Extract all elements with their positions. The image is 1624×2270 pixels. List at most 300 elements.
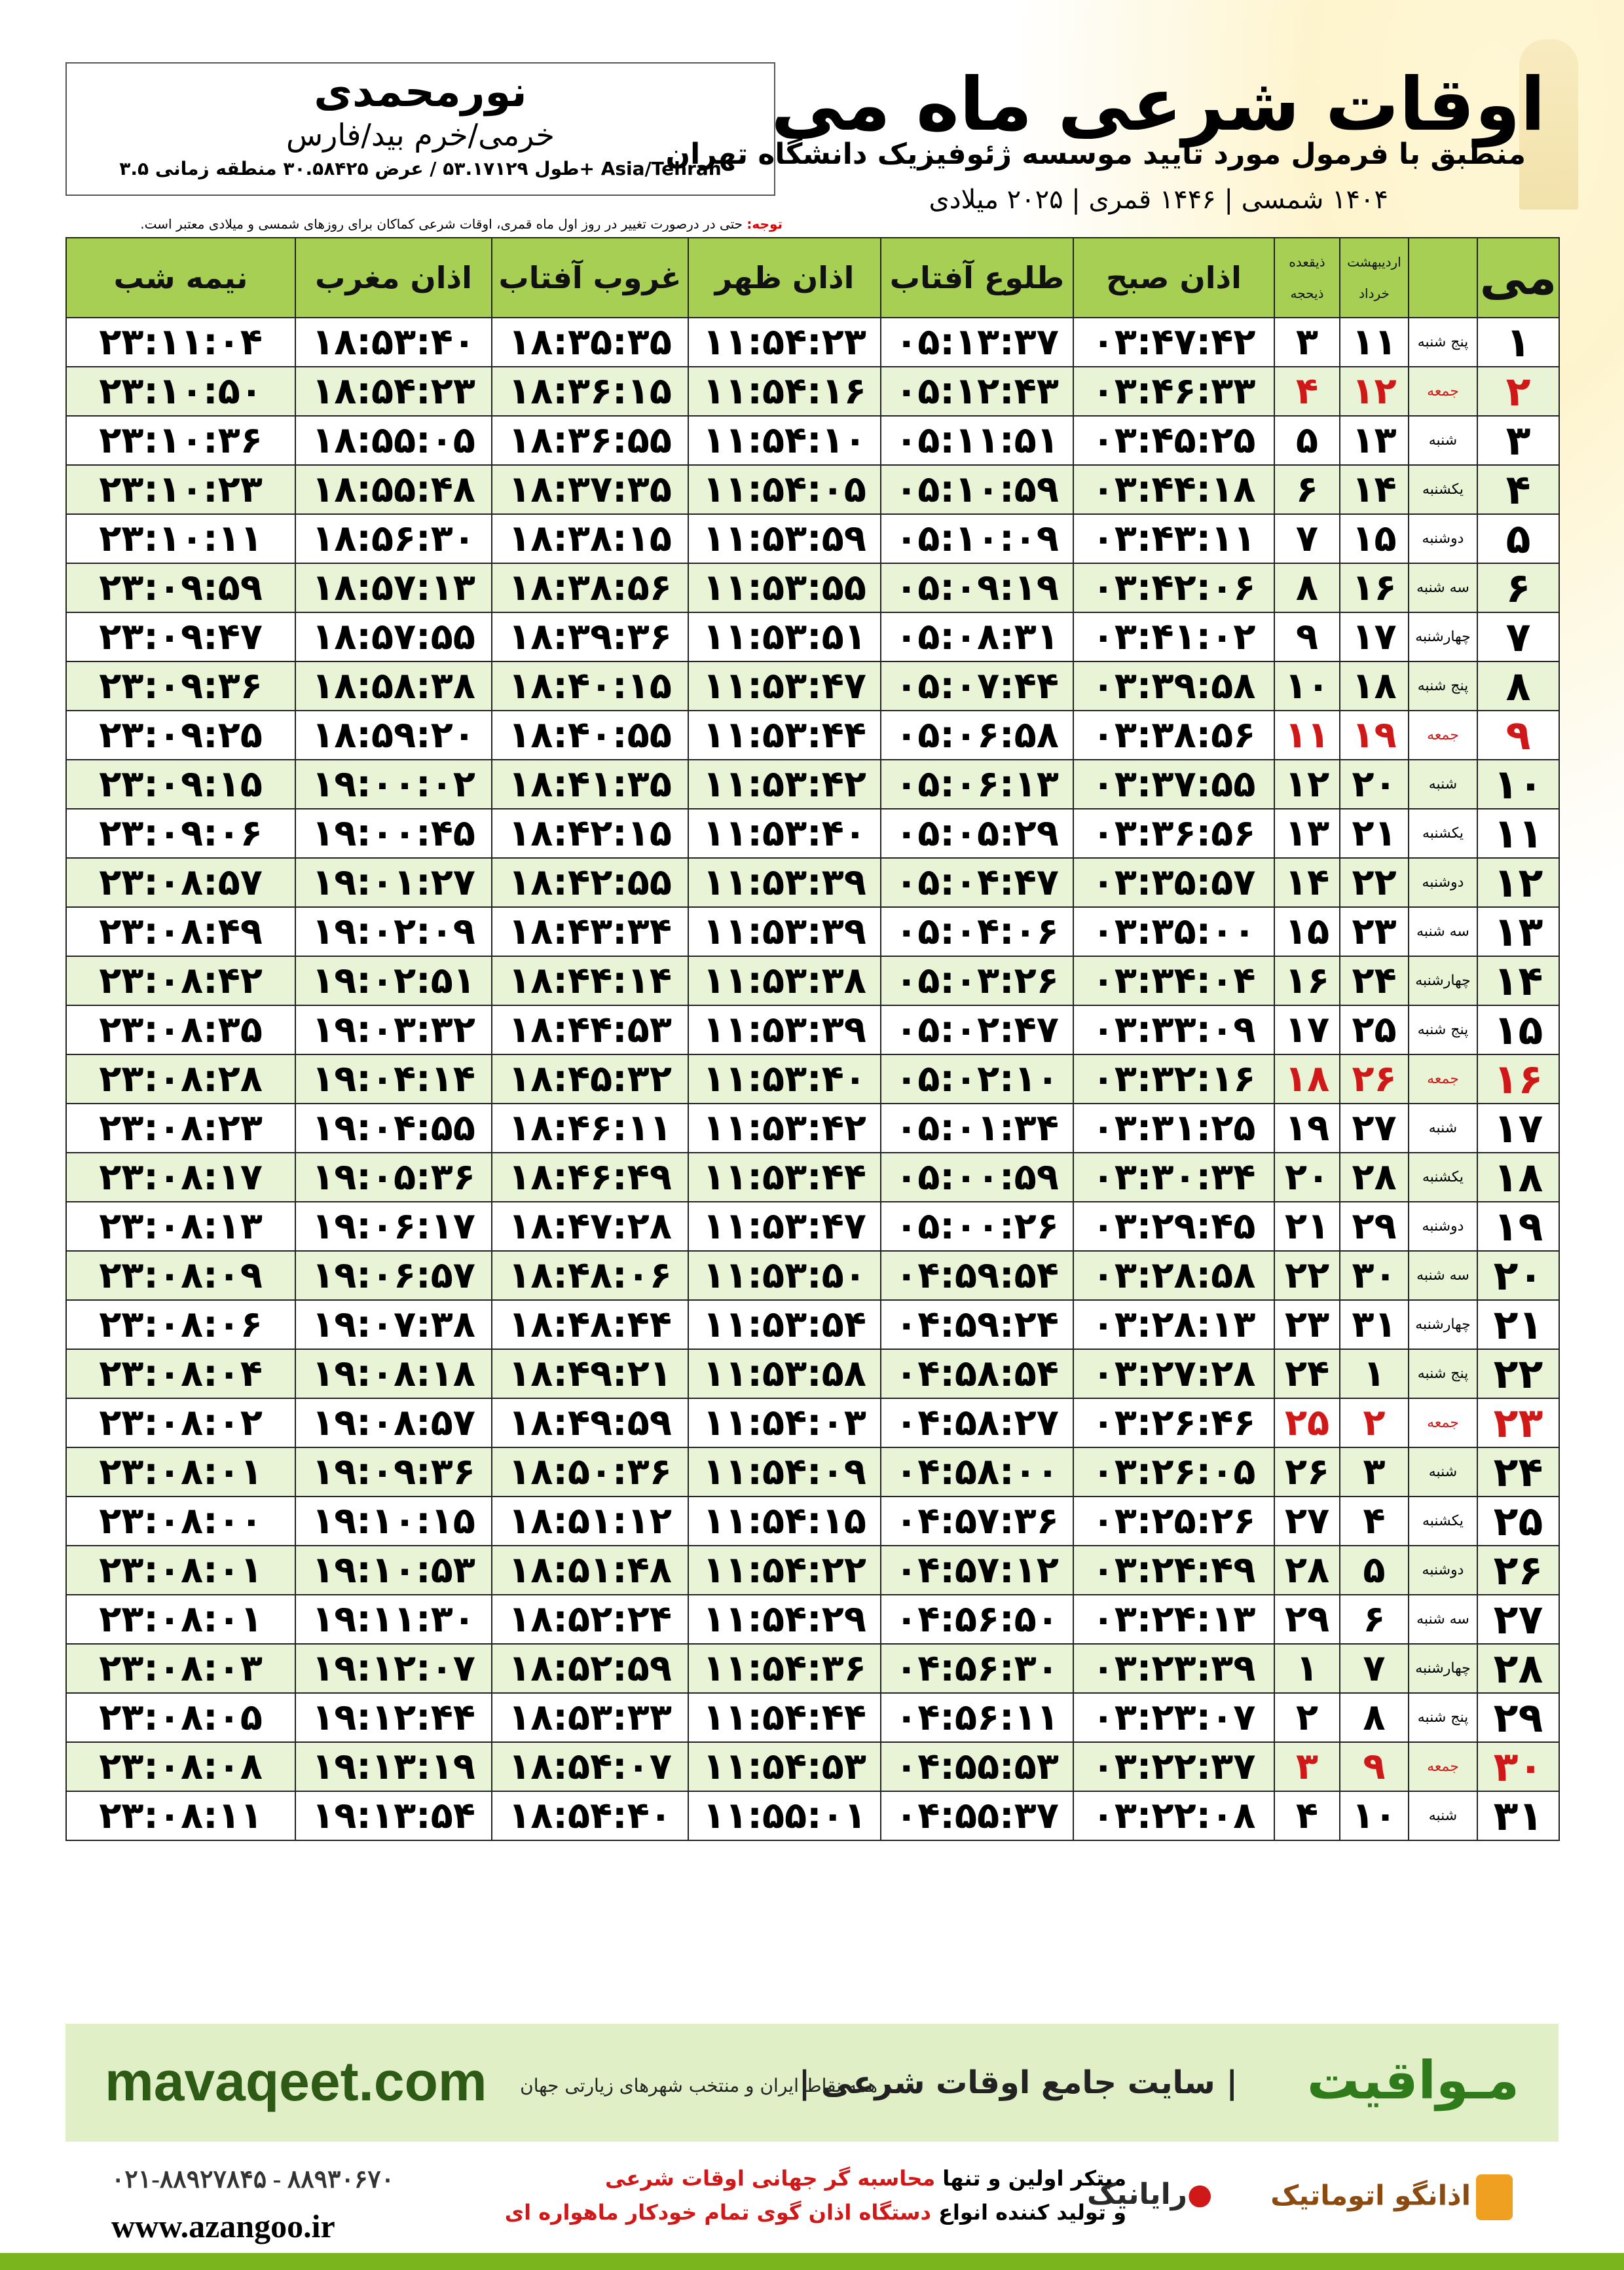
day-number: ۲۳ — [1477, 1398, 1559, 1447]
day-number: ۱۸ — [1477, 1153, 1559, 1202]
sunrise-time: ۰۵:۱۰:۵۹ — [881, 465, 1073, 514]
fajr-time: ۰۳:۲۴:۱۳ — [1073, 1595, 1274, 1644]
fajr-time: ۰۳:۳۱:۲۵ — [1073, 1104, 1274, 1153]
hijri-day: ۲۱ — [1274, 1202, 1340, 1251]
shamsi-day: ۲۸ — [1340, 1153, 1409, 1202]
midnight-time: ۲۳:۰۸:۰۱ — [66, 1546, 295, 1595]
sunset-time: ۱۸:۵۱:۱۲ — [492, 1497, 688, 1546]
fajr-time: ۰۳:۳۸:۵۶ — [1073, 711, 1274, 760]
day-number: ۳ — [1477, 416, 1559, 465]
weekday-name: یکشنبه — [1409, 809, 1477, 858]
fajr-time: ۰۳:۲۲:۳۷ — [1073, 1742, 1274, 1791]
day-number: ۲۰ — [1477, 1251, 1559, 1300]
weekday-name: شنبه — [1409, 416, 1477, 465]
fajr-time: ۰۳:۲۸:۱۳ — [1073, 1300, 1274, 1349]
hijri-day: ۲۸ — [1274, 1546, 1340, 1595]
note — [62, 216, 783, 232]
dhuhr-time: ۱۱:۵۴:۲۲ — [688, 1546, 881, 1595]
sunrise-time: ۰۴:۵۶:۱۱ — [881, 1693, 1073, 1742]
maghrib-time: ۱۹:۰۶:۵۷ — [295, 1251, 492, 1300]
day-number: ۱۵ — [1477, 1005, 1559, 1054]
mavaqeet-banner — [65, 2024, 1559, 2142]
shamsi-day: ۱۴ — [1340, 465, 1409, 514]
fajr-time: ۰۳:۳۵:۰۰ — [1073, 907, 1274, 956]
midnight-time: ۲۳:۰۸:۰۹ — [66, 1251, 295, 1300]
sunrise-time: ۰۵:۱۳:۳۷ — [881, 318, 1073, 367]
weekday-name: چهارشنبه — [1409, 612, 1477, 661]
fajr-time: ۰۳:۲۵:۲۶ — [1073, 1497, 1274, 1546]
midnight-time: ۲۳:۰۸:۱۱ — [66, 1791, 295, 1840]
table-row — [66, 1398, 1559, 1447]
sunset-time: ۱۸:۴۲:۱۵ — [492, 809, 688, 858]
coordinates: طول ۵۳.۱۷۱۲۹ / عرض ۳۰.۵۸۴۲۵ منطقه زمانی ۳.۵+ Asia/Tehran — [119, 158, 722, 179]
sunrise-time: ۰۵:۰۱:۳۴ — [881, 1104, 1073, 1153]
shamsi-day: ۲ — [1340, 1398, 1409, 1447]
footer-line-2-a: و تولید کننده انواع — [931, 2200, 1126, 2225]
sunrise-time: ۰۴:۵۵:۵۳ — [881, 1742, 1073, 1791]
day-number: ۱۱ — [1477, 809, 1559, 858]
sunset-time: ۱۸:۴۴:۱۴ — [492, 956, 688, 1005]
weekday-name: پنج شنبه — [1409, 661, 1477, 711]
table-row — [66, 465, 1559, 514]
bottom-green-bar — [0, 2253, 1624, 2270]
header-weekday — [1409, 238, 1477, 318]
weekday-name: شنبه — [1409, 1791, 1477, 1840]
maghrib-time: ۱۹:۰۷:۳۸ — [295, 1300, 492, 1349]
header-fajr: اذان صبح — [1073, 238, 1274, 318]
table-row — [66, 1153, 1559, 1202]
dhuhr-time: ۱۱:۵۵:۰۱ — [688, 1791, 881, 1840]
sunrise-time: ۰۴:۵۷:۳۶ — [881, 1497, 1073, 1546]
dhuhr-time: ۱۱:۵۳:۵۸ — [688, 1349, 881, 1398]
sunset-time: ۱۸:۴۵:۳۲ — [492, 1054, 688, 1104]
sunset-time: ۱۸:۵۴:۴۰ — [492, 1791, 688, 1840]
midnight-time: ۲۳:۱۰:۱۱ — [66, 514, 295, 563]
fajr-time: ۰۳:۲۳:۳۹ — [1073, 1644, 1274, 1693]
hijri-day: ۲۷ — [1274, 1497, 1340, 1546]
maghrib-time: ۱۹:۰۶:۱۷ — [295, 1202, 492, 1251]
hijri-day: ۱۶ — [1274, 956, 1340, 1005]
midnight-time: ۲۳:۰۹:۱۵ — [66, 760, 295, 809]
dhuhr-time: ۱۱:۵۴:۱۶ — [688, 367, 881, 416]
site-url[interactable]: mavaqeet.com — [105, 2051, 487, 2112]
day-number: ۳۰ — [1477, 1742, 1559, 1791]
table-row — [66, 1546, 1559, 1595]
hijri-day: ۱۰ — [1274, 661, 1340, 711]
shamsi-day: ۲۰ — [1340, 760, 1409, 809]
table-row — [66, 1349, 1559, 1398]
shamsi-day: ۱۶ — [1340, 563, 1409, 612]
weekday-name: یکشنبه — [1409, 465, 1477, 514]
sunset-time: ۱۸:۵۰:۳۶ — [492, 1447, 688, 1497]
day-number: ۲۴ — [1477, 1447, 1559, 1497]
midnight-time: ۲۳:۰۸:۴۹ — [66, 907, 295, 956]
dhuhr-time: ۱۱:۵۳:۴۴ — [688, 1153, 881, 1202]
weekday-name: شنبه — [1409, 1447, 1477, 1497]
dhuhr-time: ۱۱:۵۳:۴۴ — [688, 711, 881, 760]
azangoo-mark-icon — [1476, 2174, 1513, 2220]
day-number: ۳۱ — [1477, 1791, 1559, 1840]
sunrise-time: ۰۴:۵۸:۲۷ — [881, 1398, 1073, 1447]
maghrib-time: ۱۹:۱۱:۳۰ — [295, 1595, 492, 1644]
dhuhr-time: ۱۱:۵۳:۵۹ — [688, 514, 881, 563]
dhuhr-time: ۱۱:۵۴:۰۳ — [688, 1398, 881, 1447]
day-number: ۲ — [1477, 367, 1559, 416]
maghrib-time: ۱۹:۰۰:۴۵ — [295, 809, 492, 858]
day-number: ۵ — [1477, 514, 1559, 563]
dhuhr-time: ۱۱:۵۳:۴۲ — [688, 760, 881, 809]
table-row — [66, 1005, 1559, 1054]
shamsi-day: ۲۲ — [1340, 858, 1409, 907]
note-label: توجه: — [747, 216, 783, 232]
day-number: ۷ — [1477, 612, 1559, 661]
sunrise-time: ۰۵:۱۱:۵۱ — [881, 416, 1073, 465]
dhuhr-time: ۱۱:۵۴:۲۳ — [688, 318, 881, 367]
footer-line-1-a: مبتکر اولین و تنها — [935, 2166, 1126, 2191]
day-number: ۲۵ — [1477, 1497, 1559, 1546]
shamsi-day: ۲۱ — [1340, 809, 1409, 858]
sunset-time: ۱۸:۳۶:۱۵ — [492, 367, 688, 416]
dhuhr-time: ۱۱:۵۳:۵۴ — [688, 1300, 881, 1349]
sunset-time: ۱۸:۴۲:۵۵ — [492, 858, 688, 907]
fajr-time: ۰۳:۲۹:۴۵ — [1073, 1202, 1274, 1251]
dhuhr-time: ۱۱:۵۳:۳۹ — [688, 1005, 881, 1054]
hijri-day: ۲۴ — [1274, 1349, 1340, 1398]
day-number: ۱۰ — [1477, 760, 1559, 809]
sunrise-time: ۰۴:۵۸:۵۴ — [881, 1349, 1073, 1398]
hijri-day: ۱ — [1274, 1644, 1340, 1693]
day-number: ۱ — [1477, 318, 1559, 367]
hijri-day: ۱۵ — [1274, 907, 1340, 956]
maghrib-time: ۱۹:۰۴:۵۵ — [295, 1104, 492, 1153]
page-subtitle: منطبق با فرمول مورد تایید موسسه ژئوفیزیک دانشگاه تهران — [665, 138, 1526, 171]
weekday-name: پنج شنبه — [1409, 1693, 1477, 1742]
header-maghrib: اذان مغرب — [295, 238, 492, 318]
maghrib-time: ۱۸:۵۵:۴۸ — [295, 465, 492, 514]
midnight-time: ۲۳:۰۸:۰۱ — [66, 1595, 295, 1644]
fajr-time: ۰۳:۴۴:۱۸ — [1073, 465, 1274, 514]
midnight-time: ۲۳:۰۸:۰۶ — [66, 1300, 295, 1349]
day-number: ۲۷ — [1477, 1595, 1559, 1644]
sunrise-time: ۰۵:۱۰:۰۹ — [881, 514, 1073, 563]
midnight-time: ۲۳:۰۸:۲۸ — [66, 1054, 295, 1104]
sunset-time: ۱۸:۴۱:۳۵ — [492, 760, 688, 809]
location-box — [65, 62, 775, 196]
sunset-time: ۱۸:۴۰:۵۵ — [492, 711, 688, 760]
maghrib-time: ۱۹:۱۳:۱۹ — [295, 1742, 492, 1791]
fajr-time: ۰۳:۳۷:۵۵ — [1073, 760, 1274, 809]
weekday-name: یکشنبه — [1409, 1497, 1477, 1546]
sunset-time: ۱۸:۳۸:۵۶ — [492, 563, 688, 612]
weekday-name: جمعه — [1409, 1054, 1477, 1104]
table-row — [66, 1300, 1559, 1349]
sunrise-time: ۰۴:۵۹:۲۴ — [881, 1300, 1073, 1349]
sunset-time: ۱۸:۴۶:۱۱ — [492, 1104, 688, 1153]
dhuhr-time: ۱۱:۵۴:۱۵ — [688, 1497, 881, 1546]
sunset-time: ۱۸:۳۵:۳۵ — [492, 318, 688, 367]
shamsi-day: ۱۰ — [1340, 1791, 1409, 1840]
footer-line-1-red: محاسبه گر جهانی اوقات شرعی — [605, 2166, 936, 2191]
dhuhr-time: ۱۱:۵۴:۱۰ — [688, 416, 881, 465]
maghrib-time: ۱۸:۵۵:۰۵ — [295, 416, 492, 465]
header-hijri — [1274, 238, 1340, 318]
midnight-time: ۲۳:۰۸:۱۳ — [66, 1202, 295, 1251]
sunset-time: ۱۸:۳۷:۳۵ — [492, 465, 688, 514]
header-sunset: غروب آفتاب — [492, 238, 688, 318]
brand-logo-text: مـواقیت — [1306, 2050, 1519, 2111]
midnight-time: ۲۳:۰۸:۰۳ — [66, 1644, 295, 1693]
sunset-time: ۱۸:۵۲:۵۹ — [492, 1644, 688, 1693]
table-row — [66, 1447, 1559, 1497]
midnight-time: ۲۳:۰۸:۰۰ — [66, 1497, 295, 1546]
weekday-name: شنبه — [1409, 1104, 1477, 1153]
weekday-name: چهارشنبه — [1409, 1300, 1477, 1349]
dhuhr-time: ۱۱:۵۳:۳۹ — [688, 907, 881, 956]
table-row — [66, 1644, 1559, 1693]
weekday-name: دوشنبه — [1409, 1202, 1477, 1251]
midnight-time: ۲۳:۰۹:۴۷ — [66, 612, 295, 661]
hijri-day: ۱۱ — [1274, 711, 1340, 760]
maghrib-time: ۱۹:۰۱:۲۷ — [295, 858, 492, 907]
table-row — [66, 1693, 1559, 1742]
sunrise-time: ۰۵:۱۲:۴۳ — [881, 367, 1073, 416]
midnight-time: ۲۳:۱۰:۲۳ — [66, 465, 295, 514]
table-row — [66, 809, 1559, 858]
shamsi-day: ۸ — [1340, 1693, 1409, 1742]
day-number: ۶ — [1477, 563, 1559, 612]
day-number: ۲۶ — [1477, 1546, 1559, 1595]
weekday-name: جمعه — [1409, 1398, 1477, 1447]
sunset-time: ۱۸:۵۱:۴۸ — [492, 1546, 688, 1595]
footer-text — [471, 2161, 1126, 2229]
shamsi-day: ۳ — [1340, 1447, 1409, 1497]
table-row — [66, 760, 1559, 809]
hijri-day: ۳ — [1274, 1742, 1340, 1791]
dhuhr-time: ۱۱:۵۳:۴۲ — [688, 1104, 881, 1153]
dhuhr-time: ۱۱:۵۳:۴۰ — [688, 809, 881, 858]
header-shamsi-1: اردیبهشت — [1347, 254, 1401, 270]
sunrise-time: ۰۵:۰۲:۱۰ — [881, 1054, 1073, 1104]
sunrise-time: ۰۵:۰۲:۴۷ — [881, 1005, 1073, 1054]
hijri-day: ۲۵ — [1274, 1398, 1340, 1447]
shamsi-day: ۱۸ — [1340, 661, 1409, 711]
table-row — [66, 1497, 1559, 1546]
hijri-day: ۴ — [1274, 1791, 1340, 1840]
maghrib-time: ۱۹:۰۳:۳۲ — [295, 1005, 492, 1054]
fajr-time: ۰۳:۲۸:۵۸ — [1073, 1251, 1274, 1300]
fajr-time: ۰۳:۲۶:۴۶ — [1073, 1398, 1274, 1447]
sunset-time: ۱۸:۴۴:۵۳ — [492, 1005, 688, 1054]
fajr-time: ۰۳:۲۷:۲۸ — [1073, 1349, 1274, 1398]
table-row — [66, 318, 1559, 367]
weekday-name: چهارشنبه — [1409, 1644, 1477, 1693]
hijri-day: ۳ — [1274, 318, 1340, 367]
table-row — [66, 1742, 1559, 1791]
weekday-name: پنج شنبه — [1409, 1349, 1477, 1398]
hijri-day: ۱۹ — [1274, 1104, 1340, 1153]
fajr-time: ۰۳:۳۲:۱۶ — [1073, 1054, 1274, 1104]
weekday-name: سه شنبه — [1409, 1251, 1477, 1300]
hijri-day: ۴ — [1274, 367, 1340, 416]
shamsi-day: ۱۹ — [1340, 711, 1409, 760]
shamsi-day: ۶ — [1340, 1595, 1409, 1644]
azangoo-logo-text: اذانگو اتوماتیک — [1270, 2179, 1471, 2212]
fajr-time: ۰۳:۳۹:۵۸ — [1073, 661, 1274, 711]
hijri-day: ۱۸ — [1274, 1054, 1340, 1104]
day-number: ۱۲ — [1477, 858, 1559, 907]
shamsi-day: ۱۵ — [1340, 514, 1409, 563]
maghrib-time: ۱۸:۵۴:۲۳ — [295, 367, 492, 416]
hijri-day: ۲ — [1274, 1693, 1340, 1742]
weekday-name: جمعه — [1409, 711, 1477, 760]
weekday-name: سه شنبه — [1409, 907, 1477, 956]
maghrib-time: ۱۸:۵۷:۱۳ — [295, 563, 492, 612]
region-name: خرمی/خرم بید/فارس — [286, 117, 555, 153]
table-row — [66, 1595, 1559, 1644]
midnight-time: ۲۳:۰۸:۰۲ — [66, 1398, 295, 1447]
sunrise-time: ۰۵:۰۹:۱۹ — [881, 563, 1073, 612]
shamsi-day: ۲۷ — [1340, 1104, 1409, 1153]
shamsi-day: ۱۱ — [1340, 318, 1409, 367]
shamsi-day: ۱ — [1340, 1349, 1409, 1398]
maghrib-time: ۱۹:۱۲:۰۷ — [295, 1644, 492, 1693]
header-shamsi — [1340, 238, 1409, 318]
midnight-time: ۲۳:۰۹:۳۶ — [66, 661, 295, 711]
hijri-day: ۲۳ — [1274, 1300, 1340, 1349]
midnight-time: ۲۳:۰۸:۴۲ — [66, 956, 295, 1005]
day-number: ۱۴ — [1477, 956, 1559, 1005]
fajr-time: ۰۳:۴۱:۰۲ — [1073, 612, 1274, 661]
header-hijri-2: ذیحجه — [1290, 286, 1324, 301]
sunset-time: ۱۸:۴۳:۳۴ — [492, 907, 688, 956]
weekday-name: شنبه — [1409, 760, 1477, 809]
sunrise-time: ۰۵:۰۰:۵۹ — [881, 1153, 1073, 1202]
day-number: ۹ — [1477, 711, 1559, 760]
fajr-time: ۰۳:۳۰:۳۴ — [1073, 1153, 1274, 1202]
shamsi-day: ۲۹ — [1340, 1202, 1409, 1251]
sunset-time: ۱۸:۳۹:۳۶ — [492, 612, 688, 661]
hijri-day: ۷ — [1274, 514, 1340, 563]
midnight-time: ۲۳:۰۸:۰۸ — [66, 1742, 295, 1791]
rayanik-logo-text: رایانیک — [1087, 2178, 1187, 2211]
dhuhr-time: ۱۱:۵۴:۲۹ — [688, 1595, 881, 1644]
maghrib-time: ۱۹:۱۰:۵۳ — [295, 1546, 492, 1595]
sunrise-time: ۰۵:۰۳:۲۶ — [881, 956, 1073, 1005]
maghrib-time: ۱۸:۵۸:۳۸ — [295, 661, 492, 711]
midnight-time: ۲۳:۰۸:۳۵ — [66, 1005, 295, 1054]
shamsi-day: ۳۱ — [1340, 1300, 1409, 1349]
midnight-time: ۲۳:۰۸:۰۵ — [66, 1693, 295, 1742]
maghrib-time: ۱۹:۰۸:۱۸ — [295, 1349, 492, 1398]
day-number: ۱۹ — [1477, 1202, 1559, 1251]
shamsi-day: ۲۴ — [1340, 956, 1409, 1005]
shamsi-day: ۱۷ — [1340, 612, 1409, 661]
maghrib-time: ۱۸:۵۳:۴۰ — [295, 318, 492, 367]
dhuhr-time: ۱۱:۵۳:۳۸ — [688, 956, 881, 1005]
midnight-time: ۲۳:۰۹:۲۵ — [66, 711, 295, 760]
day-number: ۴ — [1477, 465, 1559, 514]
maghrib-time: ۱۹:۰۲:۰۹ — [295, 907, 492, 956]
sunset-time: ۱۸:۴۷:۲۸ — [492, 1202, 688, 1251]
sunrise-time: ۰۵:۰۵:۲۹ — [881, 809, 1073, 858]
page-title: اوقات شرعی ماه می — [771, 62, 1545, 147]
weekday-name: جمعه — [1409, 1742, 1477, 1791]
footer-line-2 — [471, 2195, 1126, 2229]
day-number: ۱۶ — [1477, 1054, 1559, 1104]
midnight-time: ۲۳:۱۰:۵۰ — [66, 367, 295, 416]
weekday-name: سه شنبه — [1409, 563, 1477, 612]
maghrib-time: ۱۸:۵۶:۳۰ — [295, 514, 492, 563]
sunrise-time: ۰۵:۰۶:۵۸ — [881, 711, 1073, 760]
sunset-time: ۱۸:۳۶:۵۵ — [492, 416, 688, 465]
hijri-day: ۱۷ — [1274, 1005, 1340, 1054]
shamsi-day: ۱۲ — [1340, 367, 1409, 416]
maghrib-time: ۱۹:۰۹:۳۶ — [295, 1447, 492, 1497]
azangoo-website[interactable]: www.azangoo.ir — [111, 2208, 335, 2244]
hijri-day: ۱۳ — [1274, 809, 1340, 858]
dhuhr-time: ۱۱:۵۳:۵۵ — [688, 563, 881, 612]
weekday-name: جمعه — [1409, 367, 1477, 416]
dhuhr-time: ۱۱:۵۳:۵۱ — [688, 612, 881, 661]
banner-tagline-secondary: همه نقاط ایران و منتخب شهرهای زیارتی جهان — [520, 2075, 877, 2096]
maghrib-time: ۱۹:۰۲:۵۱ — [295, 956, 492, 1005]
fajr-time: ۰۳:۴۳:۱۱ — [1073, 514, 1274, 563]
shamsi-day: ۷ — [1340, 1644, 1409, 1693]
maghrib-time: ۱۹:۱۰:۱۵ — [295, 1497, 492, 1546]
maghrib-time: ۱۸:۵۹:۲۰ — [295, 711, 492, 760]
day-number: ۲۸ — [1477, 1644, 1559, 1693]
dhuhr-time: ۱۱:۵۴:۳۶ — [688, 1644, 881, 1693]
sunrise-time: ۰۵:۰۰:۲۶ — [881, 1202, 1073, 1251]
sunset-time: ۱۸:۴۹:۲۱ — [492, 1349, 688, 1398]
maghrib-time: ۱۹:۱۳:۵۴ — [295, 1791, 492, 1840]
midnight-time: ۲۳:۰۸:۲۳ — [66, 1104, 295, 1153]
prayer-times-table — [65, 237, 1560, 1841]
shamsi-day: ۱۳ — [1340, 416, 1409, 465]
table-row — [66, 1791, 1559, 1840]
fajr-time: ۰۳:۲۴:۴۹ — [1073, 1546, 1274, 1595]
footer-logos — [1087, 2165, 1513, 2237]
table-row — [66, 367, 1559, 416]
header-sunrise: طلوع آفتاب — [881, 238, 1073, 318]
calendar-years: ۱۴۰۴ شمسی | ۱۴۴۶ قمری | ۲۰۲۵ میلادی — [929, 185, 1388, 215]
sunset-time: ۱۸:۴۸:۰۶ — [492, 1251, 688, 1300]
table-row — [66, 661, 1559, 711]
midnight-time: ۲۳:۱۱:۰۴ — [66, 318, 295, 367]
dhuhr-time: ۱۱:۵۳:۴۰ — [688, 1054, 881, 1104]
midnight-time: ۲۳:۰۸:۰۴ — [66, 1349, 295, 1398]
table-row — [66, 612, 1559, 661]
sunset-time: ۱۸:۴۰:۱۵ — [492, 661, 688, 711]
shamsi-day: ۹ — [1340, 1742, 1409, 1791]
midnight-time: ۲۳:۱۰:۳۶ — [66, 416, 295, 465]
midnight-time: ۲۳:۰۹:۵۹ — [66, 563, 295, 612]
sunrise-time: ۰۵:۰۶:۱۳ — [881, 760, 1073, 809]
fajr-time: ۰۳:۲۳:۰۷ — [1073, 1693, 1274, 1742]
weekday-name: یکشنبه — [1409, 1153, 1477, 1202]
banner-tagline: | سایت جامع اوقات شرعی | — [798, 2064, 1238, 2101]
footer — [65, 2161, 1559, 2246]
table-row — [66, 711, 1559, 760]
fajr-time: ۰۳:۳۳:۰۹ — [1073, 1005, 1274, 1054]
hijri-day: ۲۲ — [1274, 1251, 1340, 1300]
fajr-time: ۰۳:۴۵:۲۵ — [1073, 416, 1274, 465]
dhuhr-time: ۱۱:۵۳:۵۰ — [688, 1251, 881, 1300]
day-number: ۱۷ — [1477, 1104, 1559, 1153]
sunset-time: ۱۸:۴۸:۴۴ — [492, 1300, 688, 1349]
sunrise-time: ۰۴:۵۹:۵۴ — [881, 1251, 1073, 1300]
hijri-day: ۲۶ — [1274, 1447, 1340, 1497]
